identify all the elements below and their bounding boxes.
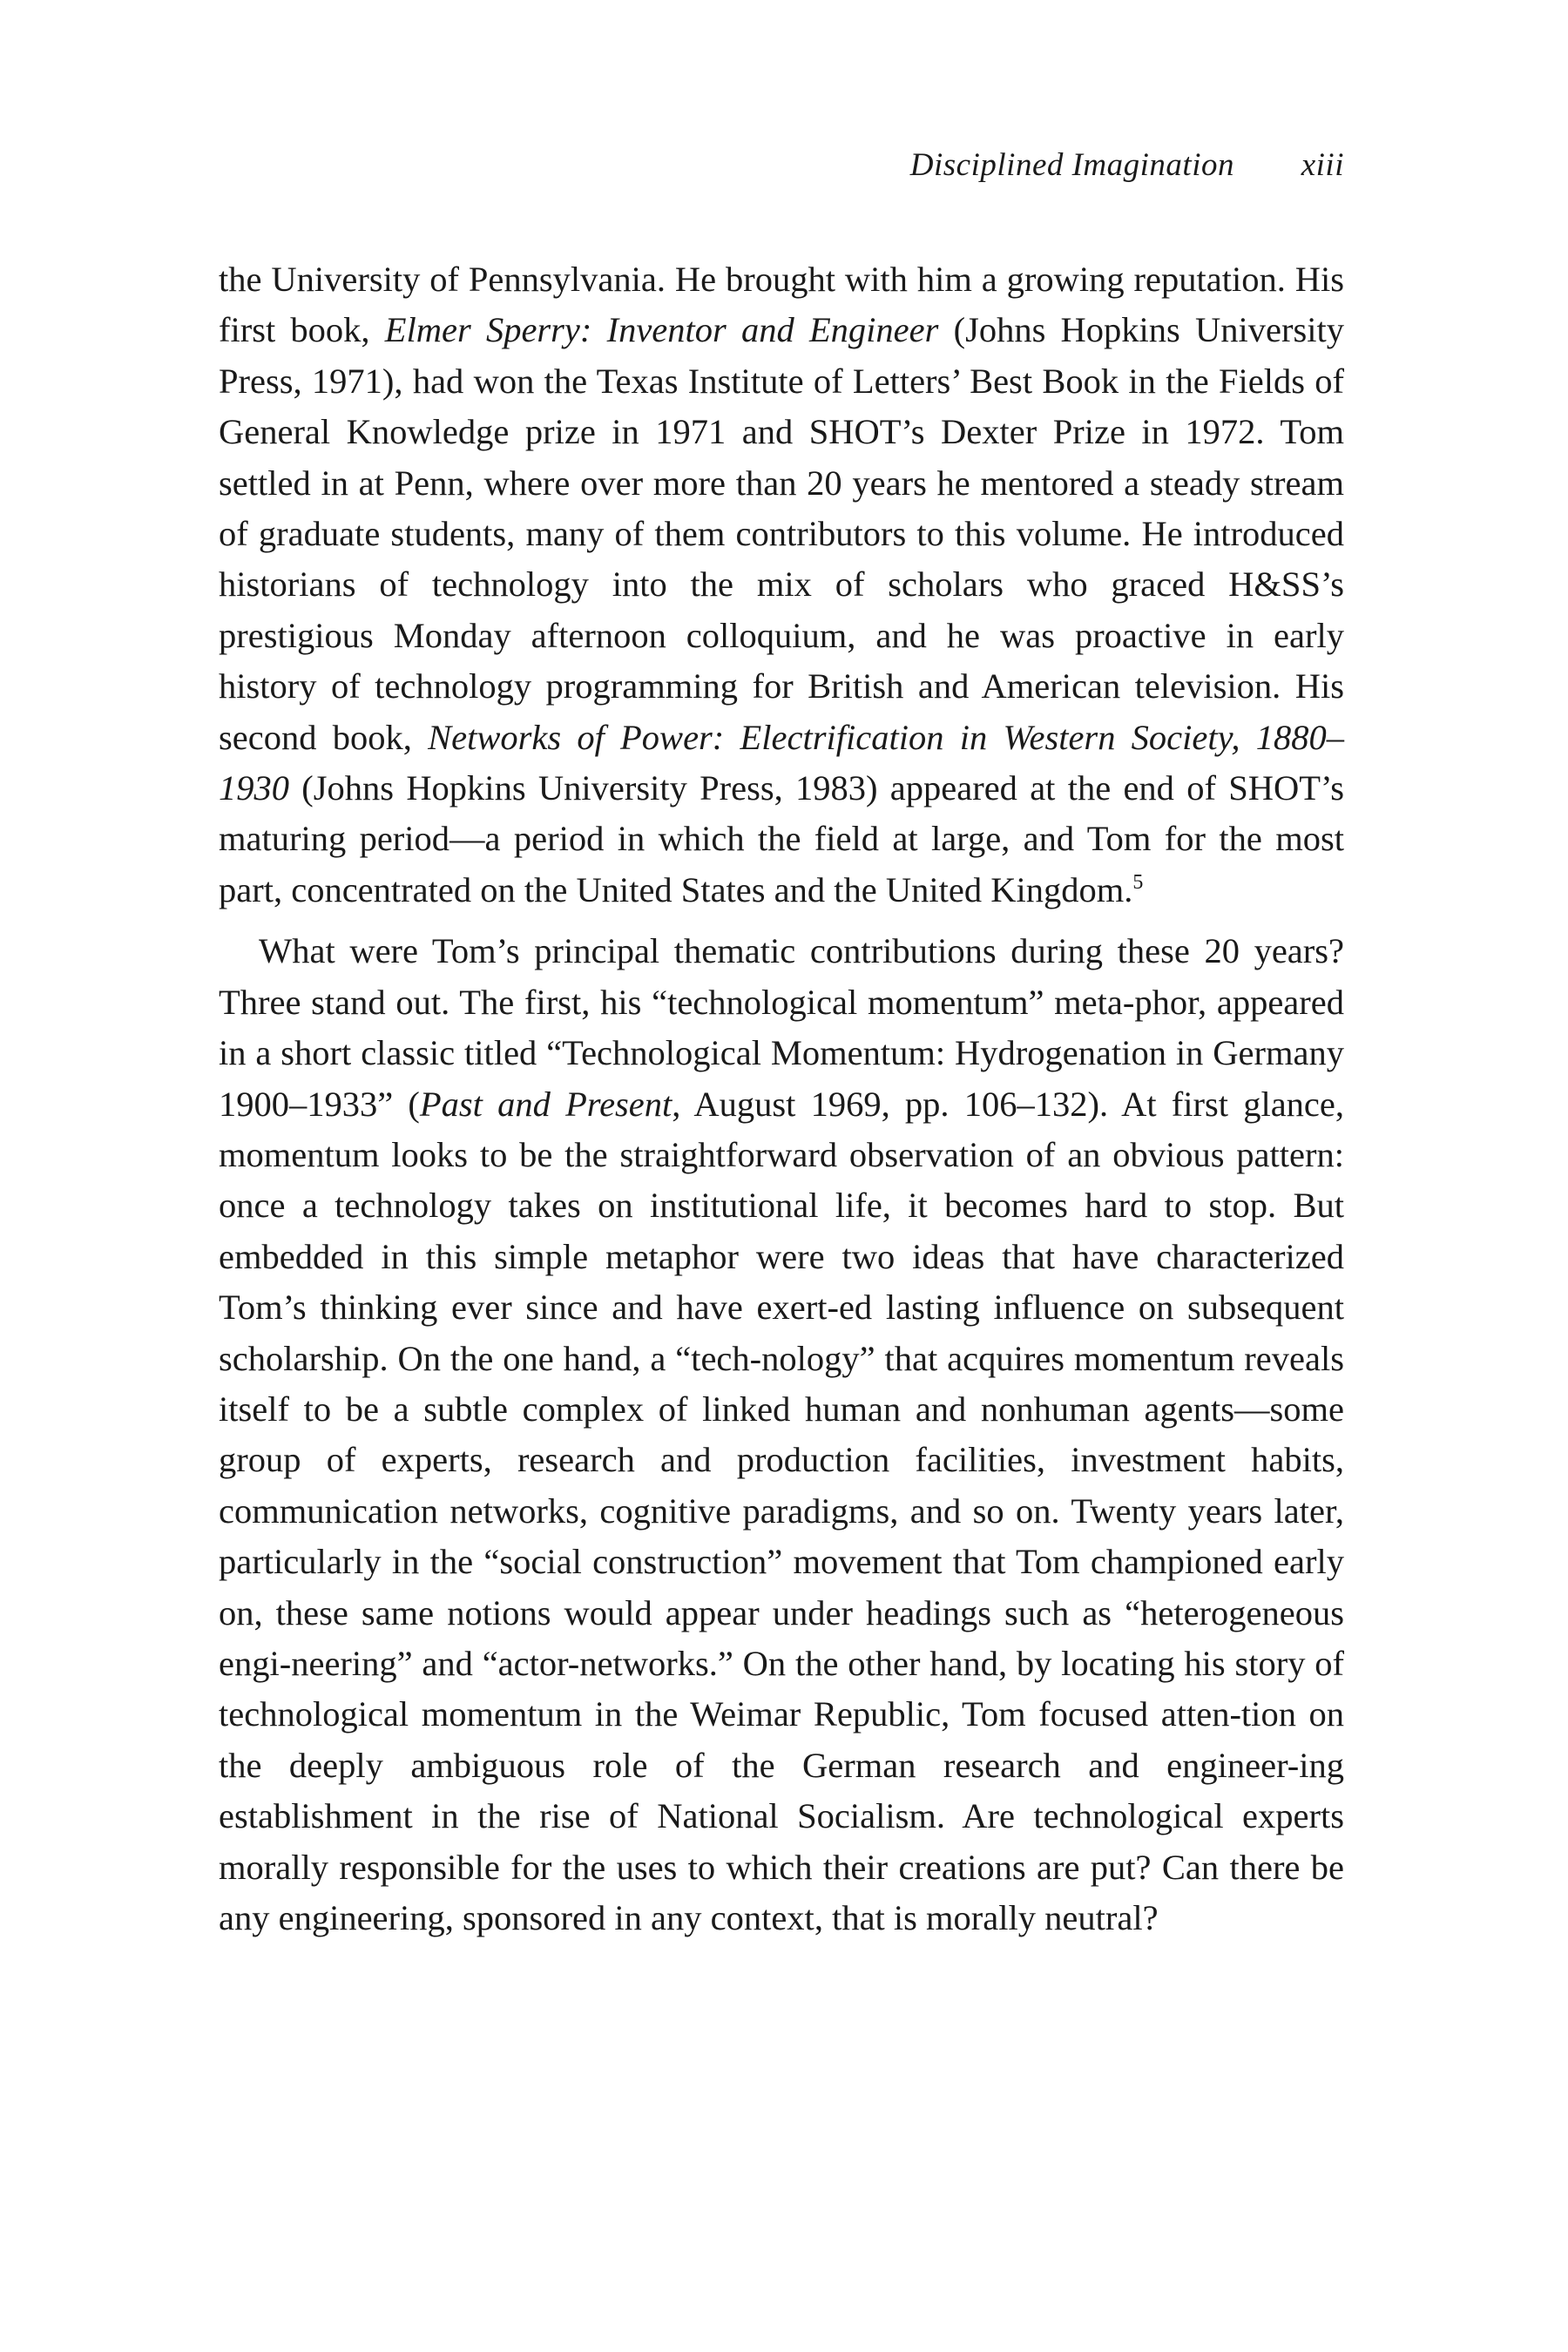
book-title-networks-of-power: Networks of Power: Electrification in Western Society, 1880–1930 (219, 717, 1344, 808)
body-text (219, 254, 1344, 1943)
paragraph-text: (Johns Hopkins University Press, 1983) appeared at the end of SHOT’s maturing period—a period in which the field at large, and Tom for the most part, concentrated on the United States and the United Kingdom. (219, 768, 1344, 909)
running-head-title: Disciplined Imagination (909, 147, 1234, 183)
page-number: xiii (1301, 147, 1344, 183)
running-head (219, 146, 1344, 192)
paragraph-text: , August 1969, pp. 106–132). At first glance, momentum looks to be the straightforward observation of an obvious pattern: once a technology takes on institutional life, it becomes hard to stop. But embedded in this simple metaphor were two ideas that have characterized Tom’s thinking ever since and have exert-ed lasting influence on subsequent scholarship. On the one hand, a “tech-nology” that acquires momentum reveals itself to be a subtle complex of linked human and nonhuman agents—some group of experts, research and production facilities, investment habits, communication networks, cognitive paradigms, and so on. Twenty years later, particularly in the “social construction” movement that Tom championed early on, these same notions would appear under headings such as “heterogeneous engi-neering” and “actor-networks.” On the other hand, by locating his story of technological momentum in the Weimar Republic, Tom focused atten-tion on the deeply ambiguous role of the German research and engineer-ing establishment in the rise of National Socialism. Are technological experts morally responsible for the uses to which their creations are put? Can there be any engineering, sponsored in any context, that is morally neutral? (219, 1084, 1345, 1937)
paragraph-text: (Johns Hopkins University Press, 1971), had won the Texas Institute of Letters’ Best Book in the Fields of General Knowledge prize in 1971 and SHOT’s Dexter Prize in 1972. Tom settled in at Penn, where over more than 20 years he mentored a steady stream of graduate students, many of them contributors to this volume. He introduced historians of technology into the mix of scholars who graced H&SS’s prestigious Monday afternoon colloquium, and he was proactive in early history of technology programming for British and American television. His second book, (219, 310, 1344, 757)
paragraph-text: the University of Pennsylvania. He brought with him a growing reputation. His first book, (219, 260, 1344, 350)
journal-title-past-and-present: Past and Present (419, 1084, 672, 1124)
paragraph-text: What were Tom’s principal thematic contributions during these 20 years? Three stand out. The first, his “technological momentum” meta-phor, appeared in a short classic titled “Technological Momentum: Hydrogenation in Germany 1900–1933” ( (219, 931, 1344, 1124)
paragraph-thematic-contributions (219, 926, 1344, 1943)
book-title-elmer-sperry: Elmer Sperry: Inventor and Engineer (384, 310, 939, 350)
paragraph-continued (219, 254, 1344, 916)
footnote-reference[interactable]: 5 (1132, 870, 1144, 894)
